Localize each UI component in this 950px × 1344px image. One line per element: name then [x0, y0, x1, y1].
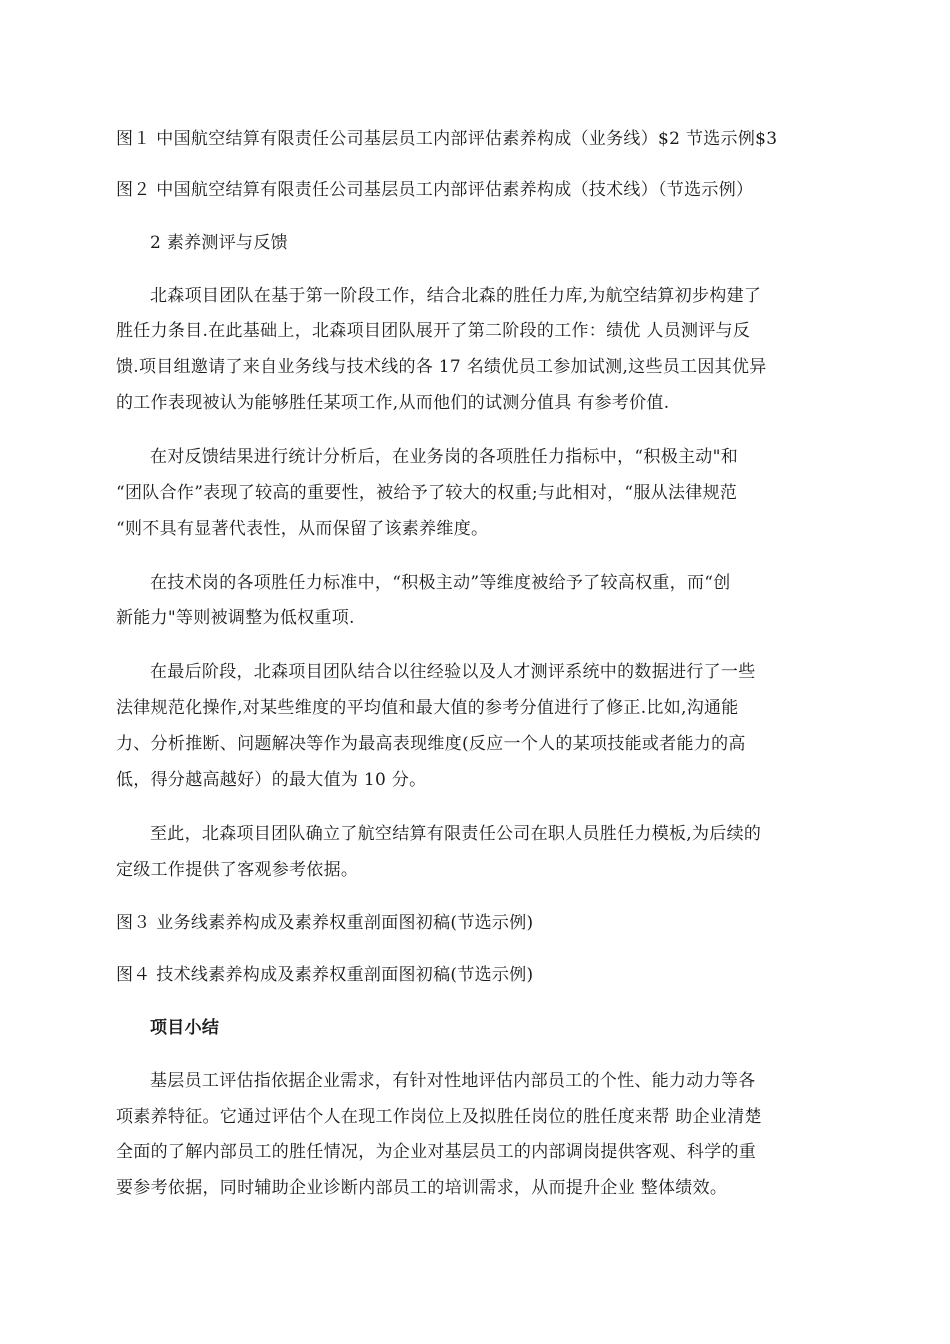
paragraph-line: 低，得分越高越好）的最大值为 10 分。: [116, 770, 427, 790]
paragraph-line: 要参考依据，同时辅助企业诊断内部员工的培训需求，从而提升企业 整体绩效。: [116, 1178, 728, 1198]
paragraph-line: 新能力"等则被调整为低权重项.: [116, 608, 355, 628]
paragraph-line: 在技术岗的各项胜任力标准中，“积极主动”等维度被给予了较高权重，而“创: [150, 573, 731, 593]
figure-4-caption: 图４ 技术线素养构成及素养权重剖面图初稿(节选示例): [116, 965, 534, 985]
paragraph-line: 定级工作提供了客观参考依据。: [116, 860, 359, 880]
paragraph-line: “则不具有显著代表性，从而保留了该素养维度。: [116, 519, 489, 539]
summary-heading: 项目小结: [150, 1018, 220, 1038]
paragraph-line: 至此，北森项目团队确立了航空结算有限责任公司在职人员胜任力模板,为后续的: [150, 824, 762, 844]
paragraph-line: 在对反馈结果进行统计分析后，在业务岗的各项胜任力指标中，“积极主动"和: [150, 447, 739, 467]
paragraph-line: 馈.项目组邀请了来自业务线与技术线的各 17 名绩优员工参加试测,这些员工因其优异: [116, 357, 767, 377]
section-heading: 2 素养测评与反馈: [150, 233, 288, 253]
paragraph-line: 全面的了解内部员工的胜任情况，为企业对基层员工的内部调岗提供客观、科学的重: [116, 1142, 757, 1162]
paragraph-line: 北森项目团队在基于第一阶段工作，结合北森的胜任力库,为航空结算初步构建了: [150, 286, 762, 306]
figure-2-caption: 图２ 中国航空结算有限责任公司基层员工内部评估素养构成（技术线）（节选示例）: [116, 180, 754, 200]
paragraph-line: 法律规范化操作,对某些维度的平均值和最大值的参考分值进行了修正.比如,沟通能: [116, 698, 739, 718]
paragraph-line: 的工作表现被认为能够胜任某项工作,从而他们的试测分值具 有参考价值.: [116, 393, 670, 413]
paragraph-line: 胜任力条目.在此基础上，北森项目团队展开了第二阶段的工作：绩优 人员测评与反: [116, 321, 751, 341]
figure-1-caption: 图１ 中国航空结算有限责任公司基层员工内部评估素养构成（业务线）$2 节选示例$3: [116, 129, 778, 149]
paragraph-line: 基层员工评估指依据企业需求，有针对性地评估内部员工的个性、能力动力等各: [150, 1071, 756, 1091]
paragraph-line: 项素养特征。它通过评估个人在现工作岗位上及拟胜任岗位的胜任度来帮 助企业清楚: [116, 1107, 762, 1127]
figure-3-caption: 图３ 业务线素养构成及素养权重剖面图初稿(节选示例): [116, 913, 534, 933]
paragraph-line: 在最后阶段，北森项目团队结合以往经验以及人才测评系统中的数据进行了一些: [150, 662, 756, 682]
paragraph-line: “团队合作”表现了较高的重要性，被给予了较大的权重;与此相对，“服从法律规范: [116, 483, 738, 503]
paragraph-line: 力、分析推断、问题解决等作为最高表现维度(反应一个人的某项技能或者能力的高: [116, 734, 746, 754]
